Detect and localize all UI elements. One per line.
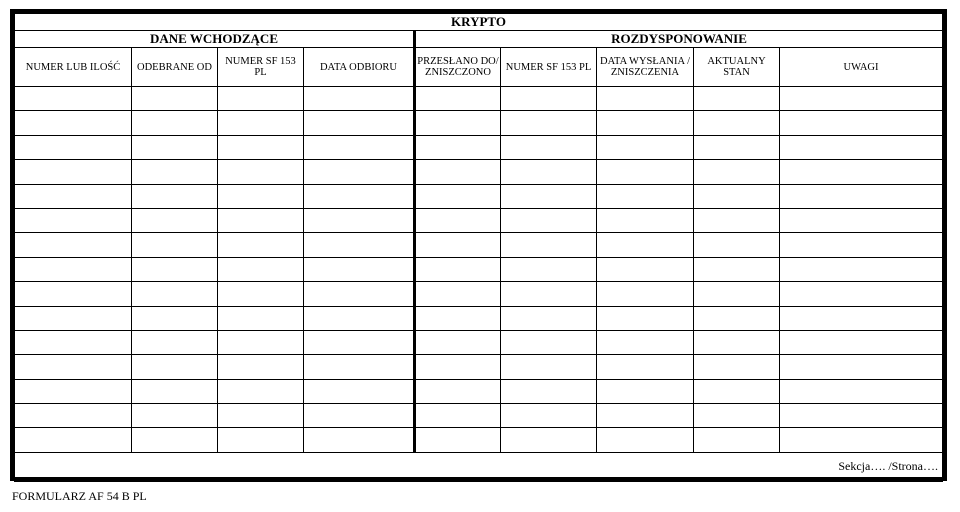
page-section-footer: Sekcja…. /Strona…. <box>15 452 943 481</box>
table-cell[interactable] <box>218 355 304 379</box>
table-cell[interactable] <box>694 160 780 184</box>
table-cell[interactable] <box>218 379 304 403</box>
table-cell[interactable] <box>780 135 943 159</box>
table-cell[interactable] <box>780 111 943 135</box>
table-cell[interactable] <box>304 404 415 428</box>
table-cell[interactable] <box>415 379 501 403</box>
table-cell[interactable] <box>694 111 780 135</box>
table-cell[interactable] <box>132 428 218 452</box>
table-cell[interactable] <box>597 306 694 330</box>
table-cell[interactable] <box>780 404 943 428</box>
table-cell[interactable] <box>780 184 943 208</box>
table-cell[interactable] <box>218 160 304 184</box>
table-cell[interactable] <box>694 257 780 281</box>
form-code: FORMULARZ AF 54 B PL <box>12 489 147 503</box>
table-cell[interactable] <box>304 306 415 330</box>
table-row <box>15 87 943 111</box>
table-cell[interactable] <box>501 208 597 232</box>
table-cell[interactable] <box>15 233 132 257</box>
table-cell[interactable] <box>15 306 132 330</box>
table-cell[interactable] <box>15 135 132 159</box>
table-cell[interactable] <box>15 330 132 354</box>
table-cell[interactable] <box>415 160 501 184</box>
table-cell[interactable] <box>218 208 304 232</box>
table-cell[interactable] <box>304 208 415 232</box>
table-cell[interactable] <box>597 355 694 379</box>
table-row <box>15 135 943 159</box>
table-row <box>15 404 943 428</box>
table-cell[interactable] <box>780 379 943 403</box>
table-cell[interactable] <box>415 282 501 306</box>
table-cell[interactable] <box>597 208 694 232</box>
table-row <box>15 355 943 379</box>
table-row <box>15 282 943 306</box>
table-cell[interactable] <box>15 184 132 208</box>
table-cell[interactable] <box>694 208 780 232</box>
group-incoming: DANE WCHODZĄCE <box>15 31 415 48</box>
krypto-table <box>14 13 943 482</box>
table-cell[interactable] <box>15 160 132 184</box>
table-cell[interactable] <box>415 111 501 135</box>
table-cell[interactable] <box>132 135 218 159</box>
group-disposition: ROZDYSPONOWANIE <box>415 31 943 48</box>
table-cell[interactable] <box>780 428 943 452</box>
table-row <box>15 208 943 232</box>
table-cell[interactable] <box>304 233 415 257</box>
table-cell[interactable] <box>501 355 597 379</box>
table-cell[interactable] <box>780 160 943 184</box>
table-cell[interactable] <box>415 233 501 257</box>
column-header: DATA WYSŁANIA / ZNISZCZENIA <box>597 48 694 87</box>
table-cell[interactable] <box>304 330 415 354</box>
table-cell[interactable] <box>780 208 943 232</box>
table-row <box>15 160 943 184</box>
table-cell[interactable] <box>132 111 218 135</box>
table-row <box>15 111 943 135</box>
table-cell[interactable] <box>132 330 218 354</box>
table-cell[interactable] <box>597 135 694 159</box>
table-cell[interactable] <box>415 428 501 452</box>
table-cell[interactable] <box>15 257 132 281</box>
table-cell[interactable] <box>694 87 780 111</box>
table-cell[interactable] <box>415 135 501 159</box>
table-cell[interactable] <box>597 330 694 354</box>
table-cell[interactable] <box>597 257 694 281</box>
table-cell[interactable] <box>501 135 597 159</box>
table-cell[interactable] <box>694 282 780 306</box>
table-cell[interactable] <box>304 184 415 208</box>
table-cell[interactable] <box>304 282 415 306</box>
table-cell[interactable] <box>132 355 218 379</box>
table-cell[interactable] <box>15 87 132 111</box>
table-cell[interactable] <box>132 233 218 257</box>
table-cell[interactable] <box>694 233 780 257</box>
table-cell[interactable] <box>218 428 304 452</box>
table-cell[interactable] <box>694 330 780 354</box>
table-cell[interactable] <box>415 355 501 379</box>
table-cell[interactable] <box>597 184 694 208</box>
table-cell[interactable] <box>597 233 694 257</box>
table-cell[interactable] <box>415 87 501 111</box>
table-cell[interactable] <box>597 282 694 306</box>
column-header: ODEBRANE OD <box>132 48 218 87</box>
table-cell[interactable] <box>304 87 415 111</box>
table-cell[interactable] <box>780 330 943 354</box>
table-cell[interactable] <box>597 160 694 184</box>
table-cell[interactable] <box>415 208 501 232</box>
table-row <box>15 379 943 403</box>
table-cell[interactable] <box>304 111 415 135</box>
table-cell[interactable] <box>132 282 218 306</box>
table-cell[interactable] <box>780 282 943 306</box>
table-cell[interactable] <box>218 111 304 135</box>
table-cell[interactable] <box>694 379 780 403</box>
table-cell[interactable] <box>218 233 304 257</box>
table-cell[interactable] <box>218 282 304 306</box>
table-cell[interactable] <box>304 160 415 184</box>
table-cell[interactable] <box>501 306 597 330</box>
table-cell[interactable] <box>501 379 597 403</box>
table-cell[interactable] <box>304 428 415 452</box>
table-cell[interactable] <box>132 257 218 281</box>
table-row <box>15 184 943 208</box>
table-cell[interactable] <box>780 306 943 330</box>
table-cell[interactable] <box>694 404 780 428</box>
table-cell[interactable] <box>132 404 218 428</box>
form-frame <box>10 9 947 481</box>
table-title: KRYPTO <box>15 14 943 31</box>
table-cell[interactable] <box>780 87 943 111</box>
table-cell[interactable] <box>15 111 132 135</box>
table-row <box>15 233 943 257</box>
table-cell[interactable] <box>501 257 597 281</box>
table-cell[interactable] <box>132 87 218 111</box>
table-cell[interactable] <box>501 111 597 135</box>
table-cell[interactable] <box>501 428 597 452</box>
table-cell[interactable] <box>218 404 304 428</box>
table-cell[interactable] <box>597 111 694 135</box>
table-cell[interactable] <box>15 379 132 403</box>
table-cell[interactable] <box>694 428 780 452</box>
table-cell[interactable] <box>15 355 132 379</box>
table-cell[interactable] <box>415 306 501 330</box>
table-cell[interactable] <box>694 355 780 379</box>
table-cell[interactable] <box>597 428 694 452</box>
table-cell[interactable] <box>132 306 218 330</box>
table-cell[interactable] <box>597 404 694 428</box>
table-cell[interactable] <box>597 87 694 111</box>
table-cell[interactable] <box>780 257 943 281</box>
table-row <box>15 330 943 354</box>
column-header: UWAGI <box>780 48 943 87</box>
table-cell[interactable] <box>694 306 780 330</box>
table-cell[interactable] <box>415 330 501 354</box>
table-cell[interactable] <box>415 404 501 428</box>
column-header: NUMER LUB ILOŚĆ <box>15 48 132 87</box>
table-row <box>15 257 943 281</box>
table-cell[interactable] <box>694 184 780 208</box>
table-cell[interactable] <box>597 379 694 403</box>
table-cell[interactable] <box>304 379 415 403</box>
column-header: NUMER SF 153 PL <box>218 48 304 87</box>
table-cell[interactable] <box>132 184 218 208</box>
column-header: NUMER SF 153 PL <box>501 48 597 87</box>
table-cell[interactable] <box>501 330 597 354</box>
table-cell[interactable] <box>132 208 218 232</box>
table-cell[interactable] <box>218 257 304 281</box>
table-cell[interactable] <box>501 282 597 306</box>
table-cell[interactable] <box>132 160 218 184</box>
table-cell[interactable] <box>218 330 304 354</box>
column-header: PRZESŁANO DO/ ZNISZCZONO <box>415 48 501 87</box>
table-row <box>15 428 943 452</box>
table-cell[interactable] <box>15 208 132 232</box>
table-cell[interactable] <box>218 135 304 159</box>
table-cell[interactable] <box>132 379 218 403</box>
table-cell[interactable] <box>304 355 415 379</box>
table-cell[interactable] <box>501 233 597 257</box>
table-cell[interactable] <box>501 404 597 428</box>
table-cell[interactable] <box>304 135 415 159</box>
table-cell[interactable] <box>15 404 132 428</box>
table-row <box>15 306 943 330</box>
table-cell[interactable] <box>15 428 132 452</box>
table-cell[interactable] <box>218 87 304 111</box>
table-cell[interactable] <box>415 184 501 208</box>
table-cell[interactable] <box>501 87 597 111</box>
table-cell[interactable] <box>694 135 780 159</box>
table-cell[interactable] <box>218 184 304 208</box>
column-header: DATA ODBIORU <box>304 48 415 87</box>
table-cell[interactable] <box>218 306 304 330</box>
table-cell[interactable] <box>501 160 597 184</box>
table-cell[interactable] <box>304 257 415 281</box>
table-cell[interactable] <box>15 282 132 306</box>
table-cell[interactable] <box>501 184 597 208</box>
column-header: AKTUALNY STAN <box>694 48 780 87</box>
table-cell[interactable] <box>415 257 501 281</box>
table-cell[interactable] <box>780 355 943 379</box>
table-cell[interactable] <box>780 233 943 257</box>
